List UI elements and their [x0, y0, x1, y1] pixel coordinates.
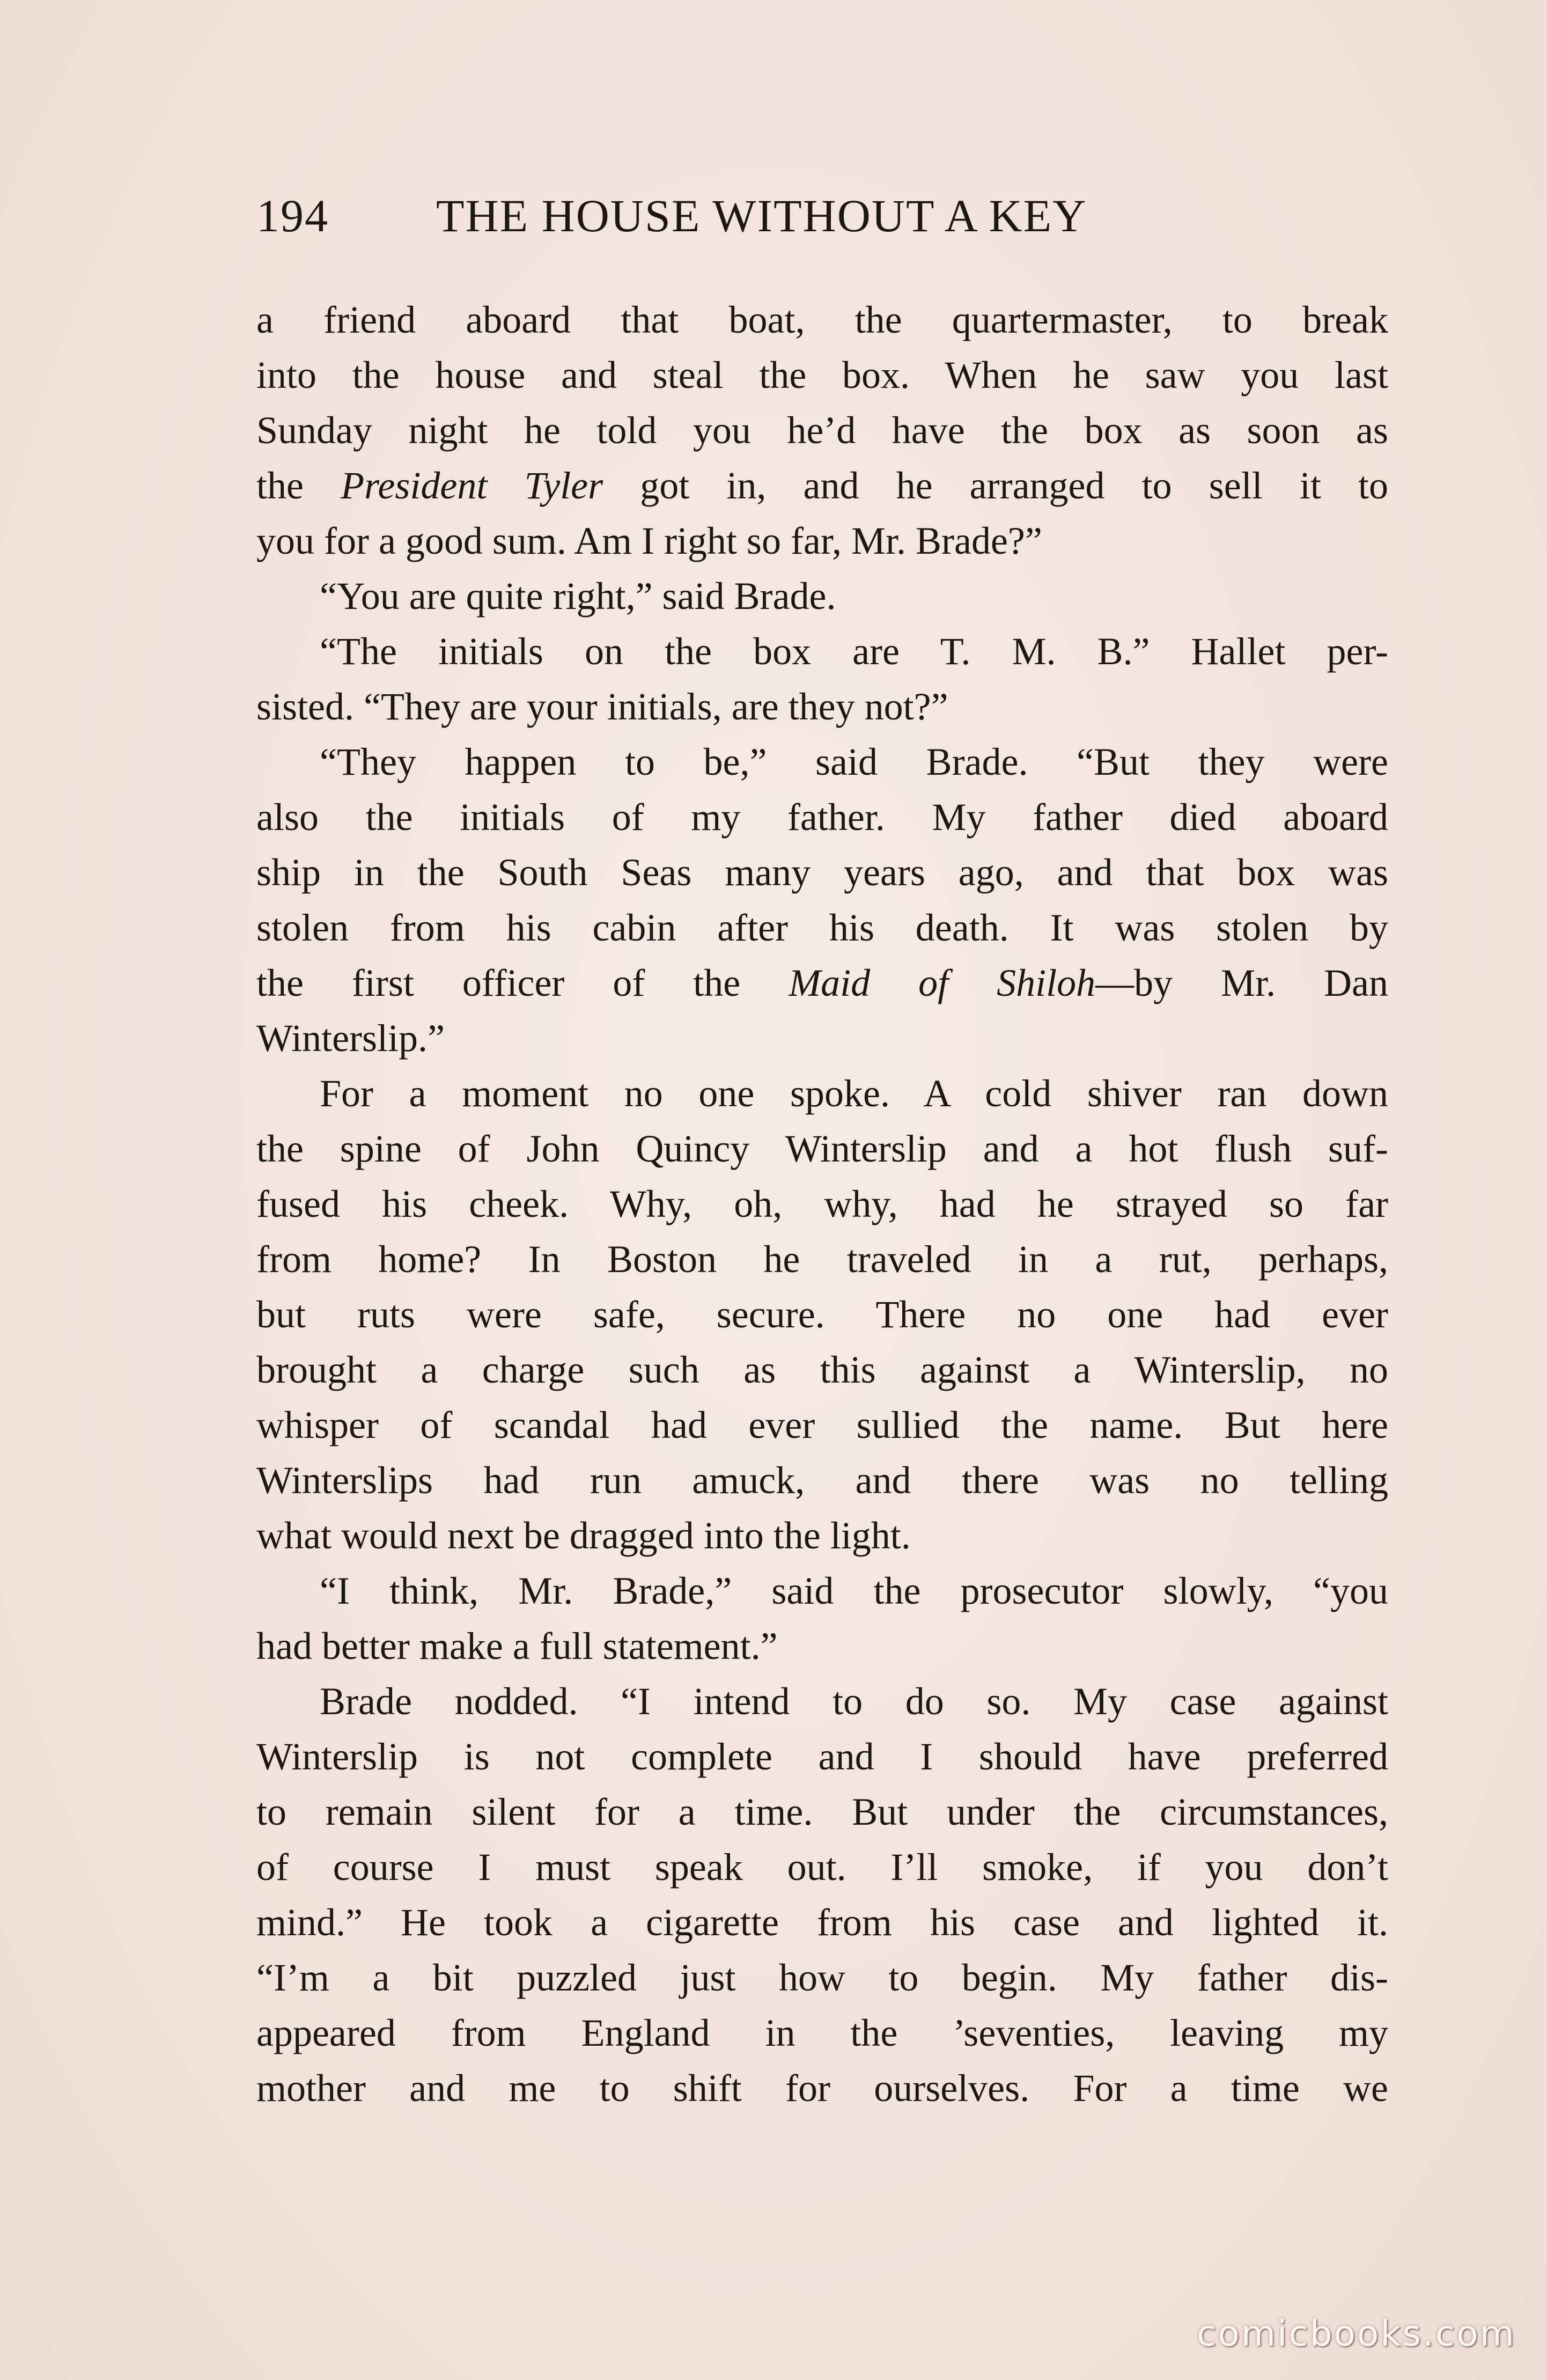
text-line: “You are quite right,” said Brade. [320, 575, 836, 618]
text-segment: —by Mr. Dan [1095, 961, 1388, 1004]
text-line: Winterslips had run amuck, and there was no telling [256, 1459, 1388, 1502]
text-line: appeared from England in the ’seventies, leaving my [256, 2011, 1388, 2054]
text-line [256, 458, 1388, 513]
italic-title: Maid of Shiloh [789, 961, 1096, 1004]
text-segment: the first officer of the [256, 961, 789, 1004]
text-segment: got in, and he arranged to sell it to [603, 464, 1388, 507]
text-line: into the house and steal the box. When he saw you last [256, 354, 1388, 396]
text-line: Brade nodded. “I intend to do so. My case against [320, 1680, 1388, 1723]
text-line: had better make a full statement.” [256, 1625, 778, 1668]
text-line: also the initials of my father. My father died aboard [256, 796, 1388, 839]
page-number: 194 [256, 190, 329, 241]
text-line: stolen from his cabin after his death. It was stolen by [256, 906, 1388, 949]
text-line: what would next be dragged into the light. [256, 1514, 911, 1557]
text-line: whisper of scandal had ever sullied the name. But here [256, 1404, 1388, 1446]
text-line [256, 956, 1388, 1011]
text-line: “They happen to be,” said Brade. “But they were [320, 740, 1388, 783]
text-line: Winterslip.” [256, 1017, 445, 1060]
text-line: Winterslip is not complete and I should have preferred [256, 1735, 1388, 1778]
text-line: you for a good sum. Am I right so far, Mr. Brade?” [256, 519, 1042, 562]
text-line: mind.” He took a cigarette from his case and lighted it. [256, 1901, 1388, 1944]
text-line: mother and me to shift for ourselves. For a time we [256, 2067, 1388, 2110]
italic-title: President Tyler [341, 464, 603, 507]
text-line: brought a charge such as this against a Winterslip, no [256, 1348, 1388, 1391]
body-text [256, 292, 1388, 2116]
text-line: Sunday night he told you he’d have the box as soon as [256, 409, 1388, 452]
text-line: from home? In Boston he traveled in a rut, perhaps, [256, 1238, 1388, 1281]
text-line: but ruts were safe, secure. There no one had ever [256, 1293, 1388, 1336]
text-line: “I think, Mr. Brade,” said the prosecutor slowly, “you [320, 1569, 1388, 1612]
text-line: “I’m a bit puzzled just how to begin. My father dis- [256, 1956, 1388, 1999]
page-header [256, 189, 1383, 248]
text-line: sisted. “They are your initials, are they not?” [256, 685, 948, 728]
text-line: For a moment no one spoke. A cold shiver ran down [320, 1072, 1388, 1115]
text-line: “The initials on the box are T. M. B.” Hallet per- [320, 630, 1388, 673]
text-line: ship in the South Seas many years ago, and that box was [256, 851, 1388, 894]
running-title: THE HOUSE WITHOUT A KEY [436, 190, 1087, 241]
text-line: to remain silent for a time. But under the circumstances, [256, 1790, 1388, 1833]
text-line: the spine of John Quincy Winterslip and a hot flush suf- [256, 1127, 1388, 1170]
text-line: fused his cheek. Why, oh, why, had he strayed so far [256, 1182, 1388, 1225]
watermark: comicbooks.com [1197, 2313, 1516, 2354]
text-line: a friend aboard that boat, the quartermaster, to break [256, 298, 1388, 341]
text-line: of course I must speak out. I’ll smoke, if you don’t [256, 1846, 1388, 1889]
text-segment: the [256, 464, 341, 507]
